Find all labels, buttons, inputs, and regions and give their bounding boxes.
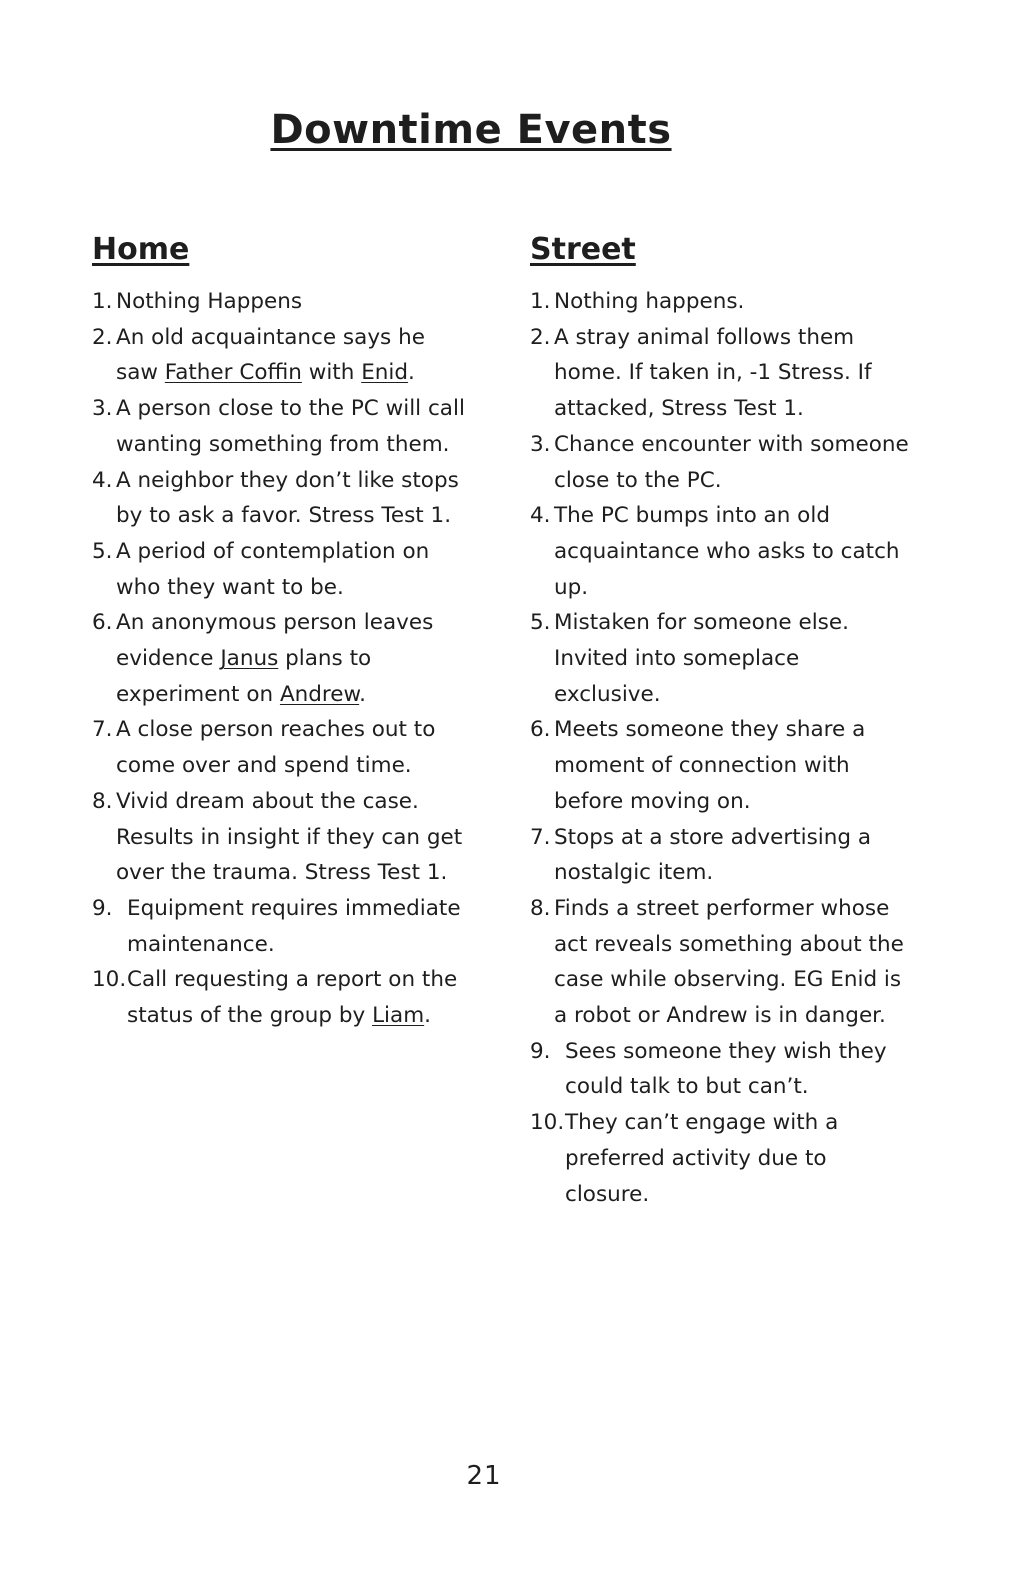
item-number: 6.	[530, 717, 551, 743]
enid-link[interactable]: Enid	[361, 360, 409, 386]
item-number: 5.	[530, 610, 551, 636]
street-heading: Street	[530, 232, 636, 267]
item-text: A neighbor they don’t like stops by to ask a favor. Stress Test 1.	[116, 467, 459, 529]
item-text: The PC bumps into an old acquaintance who asks to catch up.	[554, 503, 900, 600]
list-item	[530, 891, 910, 1034]
item-number: 9.	[92, 895, 113, 921]
item-number: 8.	[530, 895, 551, 921]
item-number: 7.	[530, 824, 551, 850]
list-item	[92, 891, 472, 962]
list-item	[92, 284, 472, 320]
home-event-list	[92, 284, 472, 1034]
item-text: A person close to the PC will call wanting something from them.	[116, 396, 465, 457]
item-number: 5.	[92, 538, 113, 564]
item-number: 9.	[530, 1038, 551, 1064]
list-item	[530, 820, 910, 891]
list-item	[530, 1034, 910, 1105]
list-item	[92, 320, 472, 391]
item-text: Sees someone they wish they could talk to but can’t.	[565, 1038, 887, 1100]
list-item	[92, 784, 472, 891]
item-text: Finds a street performer whose act reveals something about the case while observing. EG Enid is a robot or Andrew is in danger.	[554, 895, 904, 1029]
street-column	[530, 230, 910, 1212]
item-number: 8.	[92, 788, 113, 814]
page-title: Downtime Events	[270, 107, 672, 153]
list-item	[530, 320, 910, 427]
list-item	[92, 463, 472, 534]
item-text: Nothing Happens	[116, 289, 303, 314]
list-item	[92, 391, 472, 462]
item-number: 10.	[92, 967, 127, 993]
item-number: 6.	[92, 610, 113, 636]
father-coffin-link[interactable]: Father Coffin	[164, 360, 302, 386]
item-number: 4.	[530, 503, 551, 529]
list-item	[530, 1105, 910, 1212]
item-text: Meets someone they share a moment of connection with before moving on.	[554, 717, 866, 814]
home-heading: Home	[92, 232, 190, 267]
home-column	[92, 230, 472, 1034]
andrew-link[interactable]: Andrew	[279, 681, 360, 707]
liam-link[interactable]: Liam	[372, 1003, 425, 1029]
item-number: 3.	[530, 431, 551, 457]
item-text: Call requesting a report on the status of the group by Liam.	[127, 967, 458, 1029]
item-text: Nothing happens.	[554, 289, 745, 314]
item-text: Vivid dream about the case. Results in insight if they can get over the trauma. Stress Test 1.	[116, 788, 463, 886]
item-number: 2.	[92, 324, 113, 350]
page-number: 21	[466, 1461, 502, 1491]
list-item	[530, 284, 910, 320]
list-item	[530, 605, 910, 712]
item-text: Stops at a store advertising a nostalgic item.	[554, 824, 872, 886]
list-item	[530, 712, 910, 819]
janus-link[interactable]: Janus	[220, 646, 279, 672]
item-number: 7.	[92, 717, 113, 743]
list-item	[92, 605, 472, 712]
list-item	[92, 712, 472, 783]
item-number: 4.	[92, 467, 113, 493]
item-number: 10.	[530, 1110, 565, 1136]
item-number: 1.	[530, 289, 551, 314]
item-text: A stray animal follows them home. If taken in, -1 Stress. If attacked, Stress Test 1.	[554, 324, 872, 422]
item-text: An old acquaintance says he saw Father Coffin with Enid.	[116, 324, 425, 386]
item-text: Equipment requires immediate maintenance.	[127, 895, 461, 957]
item-text: A close person reaches out to come over and spend time.	[116, 717, 436, 779]
street-event-list	[530, 284, 910, 1212]
item-text: A period of contemplation on who they want to be.	[116, 538, 430, 600]
item-text: Mistaken for someone else. Invited into someplace exclusive.	[554, 610, 849, 707]
list-item	[92, 534, 472, 605]
list-item	[530, 427, 910, 498]
item-text: An anonymous person leaves evidence Janus plans to experiment on Andrew.	[116, 610, 434, 707]
list-item	[530, 498, 910, 605]
item-text: Chance encounter with someone close to the PC.	[554, 431, 909, 493]
list-item	[92, 962, 472, 1033]
item-number: 3.	[92, 396, 113, 422]
item-number: 1.	[92, 289, 113, 314]
item-number: 2.	[530, 324, 551, 350]
item-text: They can’t engage with a preferred activity due to closure.	[565, 1110, 839, 1207]
